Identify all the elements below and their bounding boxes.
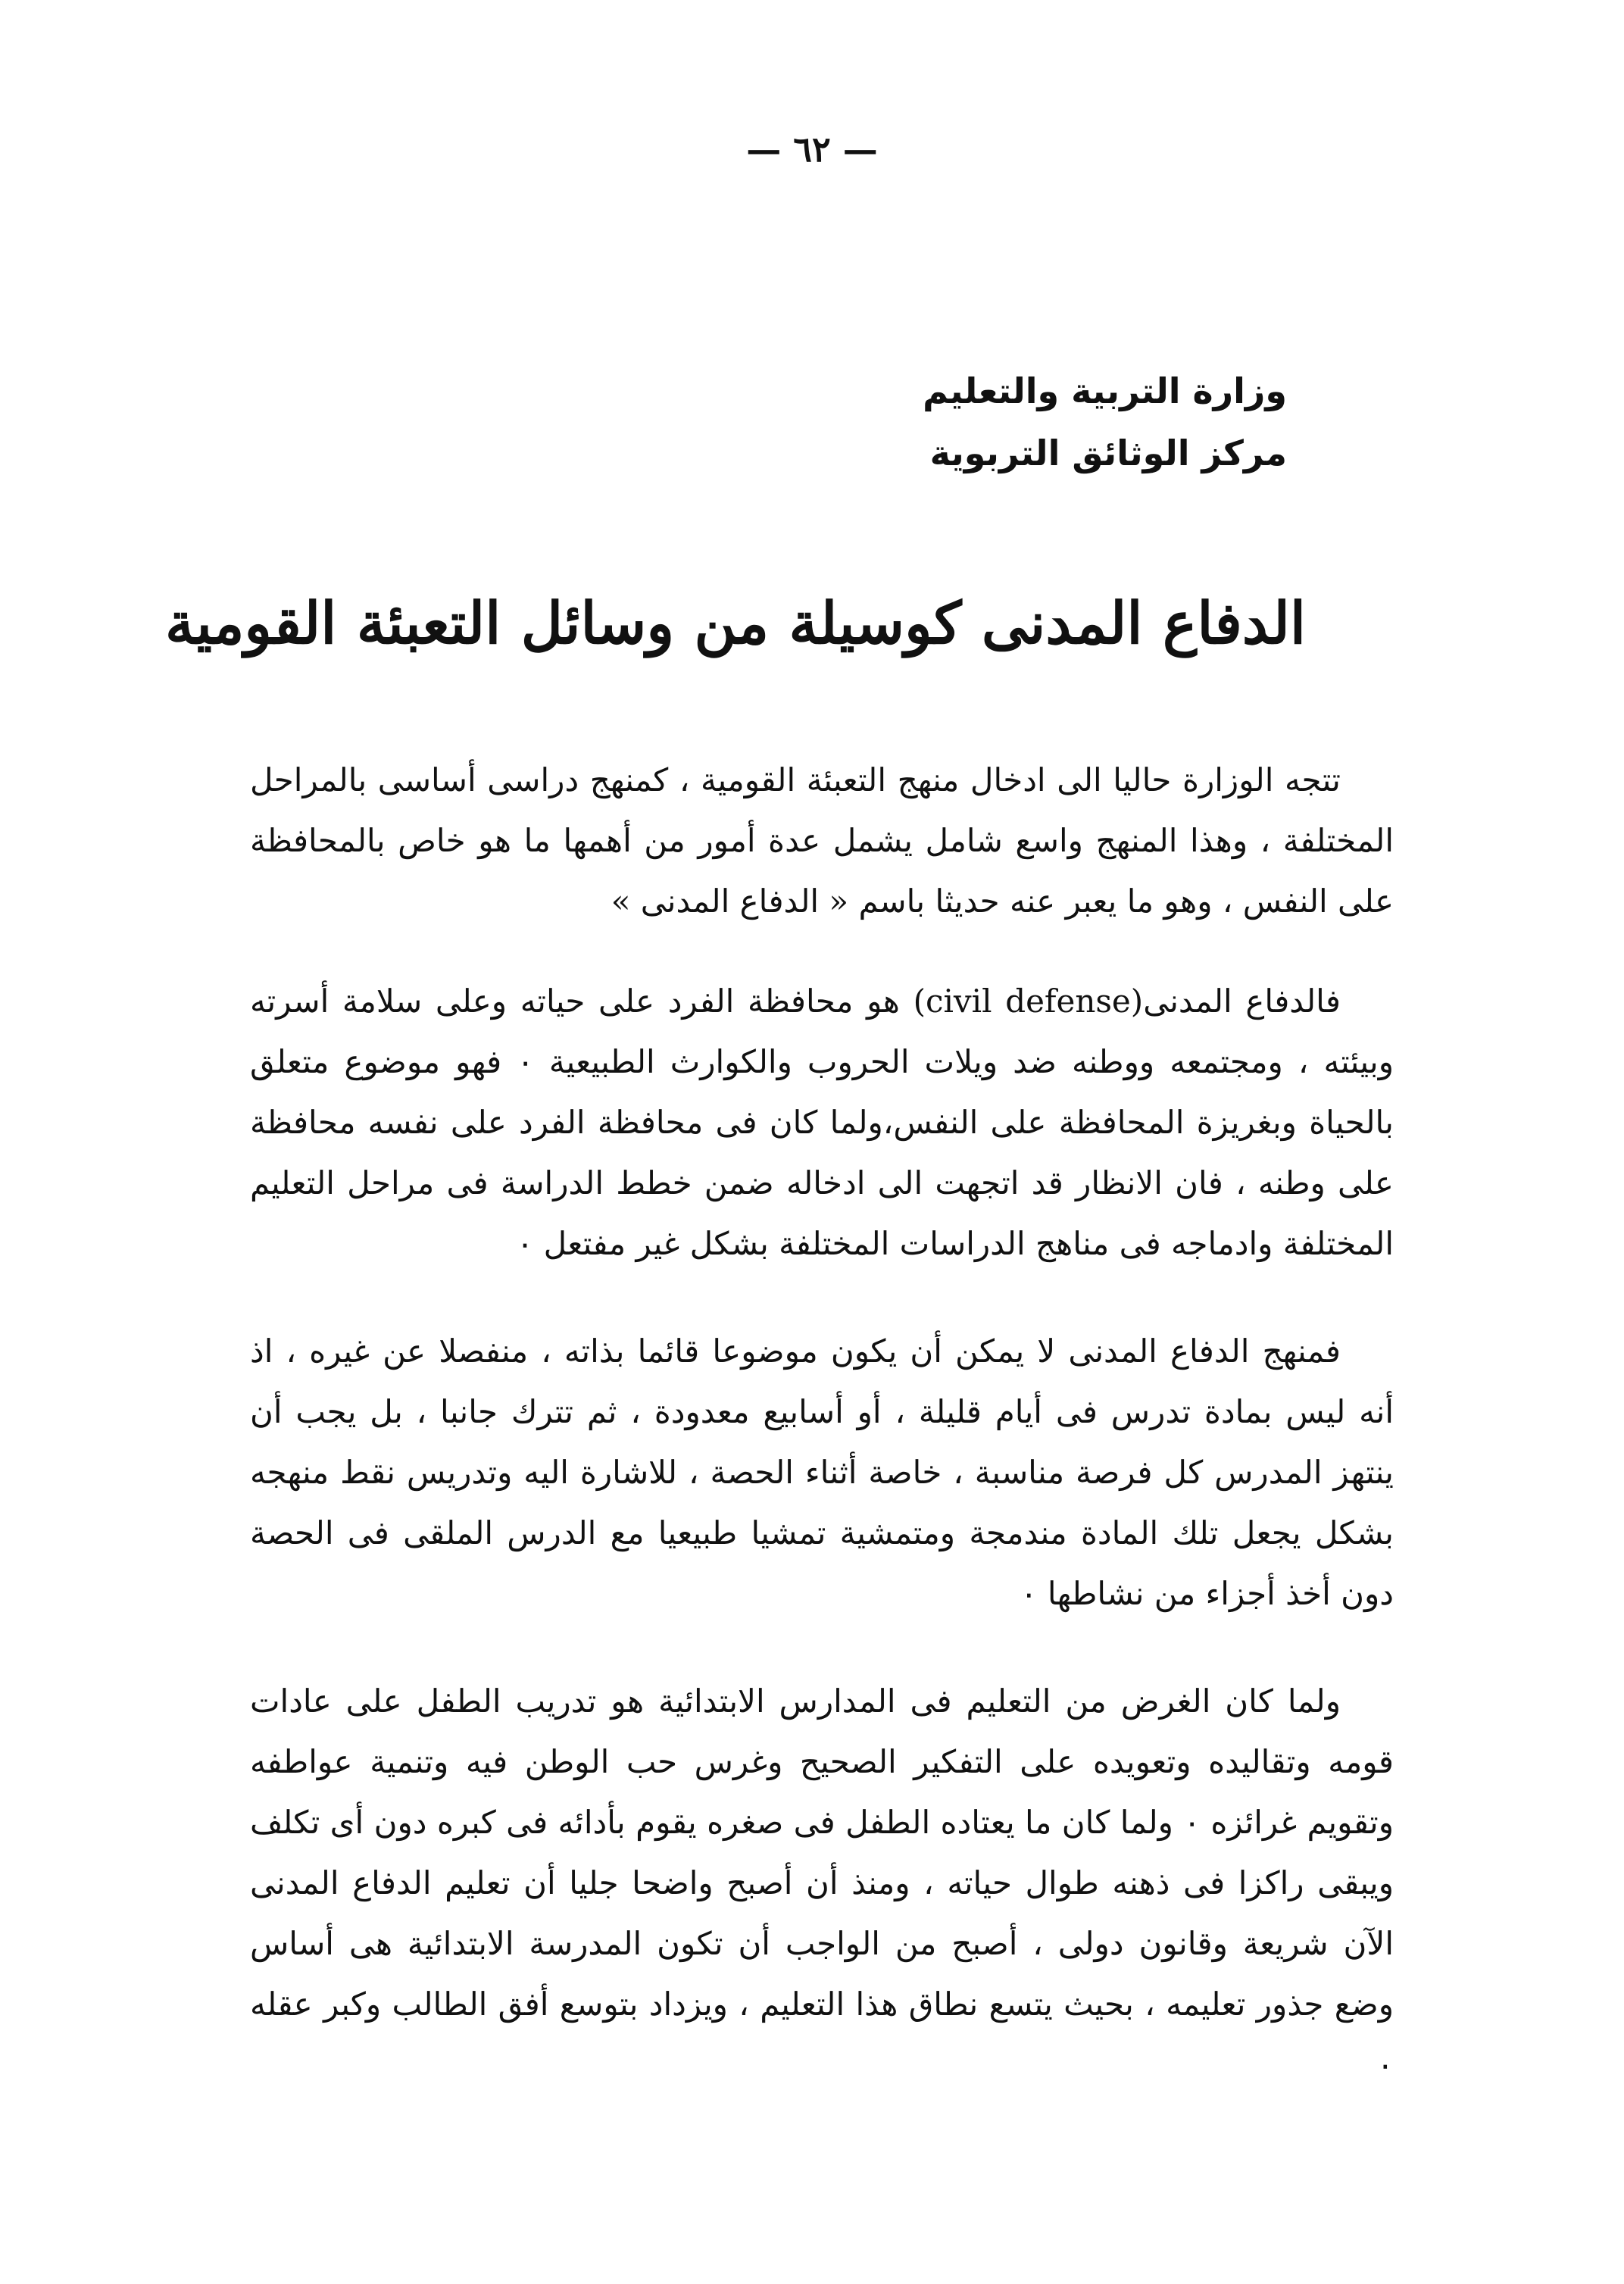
paragraph-3: فمنهج الدفاع المدنى لا يمكن أن يكون موضوعا قائما بذاته ، منفصلا عن غيره ، اذ أنه ليس بمادة تدرس فى أيام قليلة ، أو أسابيع معدودة ، ثم تترك جانبا ، بل يجب أن ينتهز المدرس كل فرصة مناسبة ، خاصة أثناء الحصة ، للاشارة اليه وتدريس نقط منهجه بشكل يجعل تلك المادة مندمجة ومتمشية تمشيا طبيعيا مع الدرس الملقى فى الحصة دون أخذ أجزاء من نشاطها ٠ (250, 1333, 1394, 1612)
page-number: — ٦٢ — (746, 129, 878, 170)
paragraph-2-start: فالدفاع المدنى (1143, 983, 1341, 1020)
ministry-name: وزارة التربية والتعليم (923, 370, 1287, 411)
paragraph-2 (250, 971, 1394, 1274)
organization-header (923, 360, 1287, 484)
center-name: مركز الوثائق التربوية (929, 433, 1287, 473)
paragraph-1: تتجه الوزارة حاليا الى ادخال منهج التعبئة القومية ، كمنهج دراسى أساسى بالمراحل المختلفة ، وهذا المنهج واسع شامل يشمل عدة أمور من أهمها ما هو خاص بالمحافظة على النفس ، وهو ما يعبر عنه حديثا باسم « الدفاع المدنى » (250, 761, 1394, 920)
paragraph-2-rest: هو محافظة الفرد على حياته وعلى سلامة أسرته وبيئته ، ومجتمعه ووطنه ضد ويلات الحروب والكوارث الطبيعية ٠ فهو موضوع متعلق بالحياة وبغريزة المحافظة على النفس،ولما كان فى محافظة الفرد على نفسه محافظة على وطنه ، فان الانظار قد اتجهت الى ادخاله ضمن خطط الدراسة فى مراحل التعليم المختلفة وادماجه فى مناهج الدراسات المختلفة بشكل غير مفتعل ٠ (250, 983, 1394, 1262)
english-term: (civil defense) (913, 983, 1144, 1020)
body-text (250, 750, 1394, 2095)
document-title: الدفاع المدنى كوسيلة من وسائل التعبئة القومية (165, 589, 1306, 657)
paragraph-4: ولما كان الغرض من التعليم فى المدارس الابتدائية هو تدريب الطفل على عادات قومه وتقاليده وتعويده على التفكير الصحيح وغرس حب الوطن فيه وتنمية عواطفه وتقويم غرائزه ٠ ولما كان ما يعتاده الطفل فى صغره يقوم بأدائه فى كبره دون أى تكلف ويبقى راكزا فى ذهنه طوال حياته ، ومنذ أن أصبح واضحا جليا أن تعليم الدفاع المدنى الآن شريعة وقانون دولى ، أصبح من الواجب أن تكون المدرسة الابتدائية هى أساس وضع جذور تعليمه ، بحيث يتسع نطاق هذا التعليم ، ويزداد بتوسع أفق الطالب وكبر عقله ٠ (250, 1683, 1394, 2083)
